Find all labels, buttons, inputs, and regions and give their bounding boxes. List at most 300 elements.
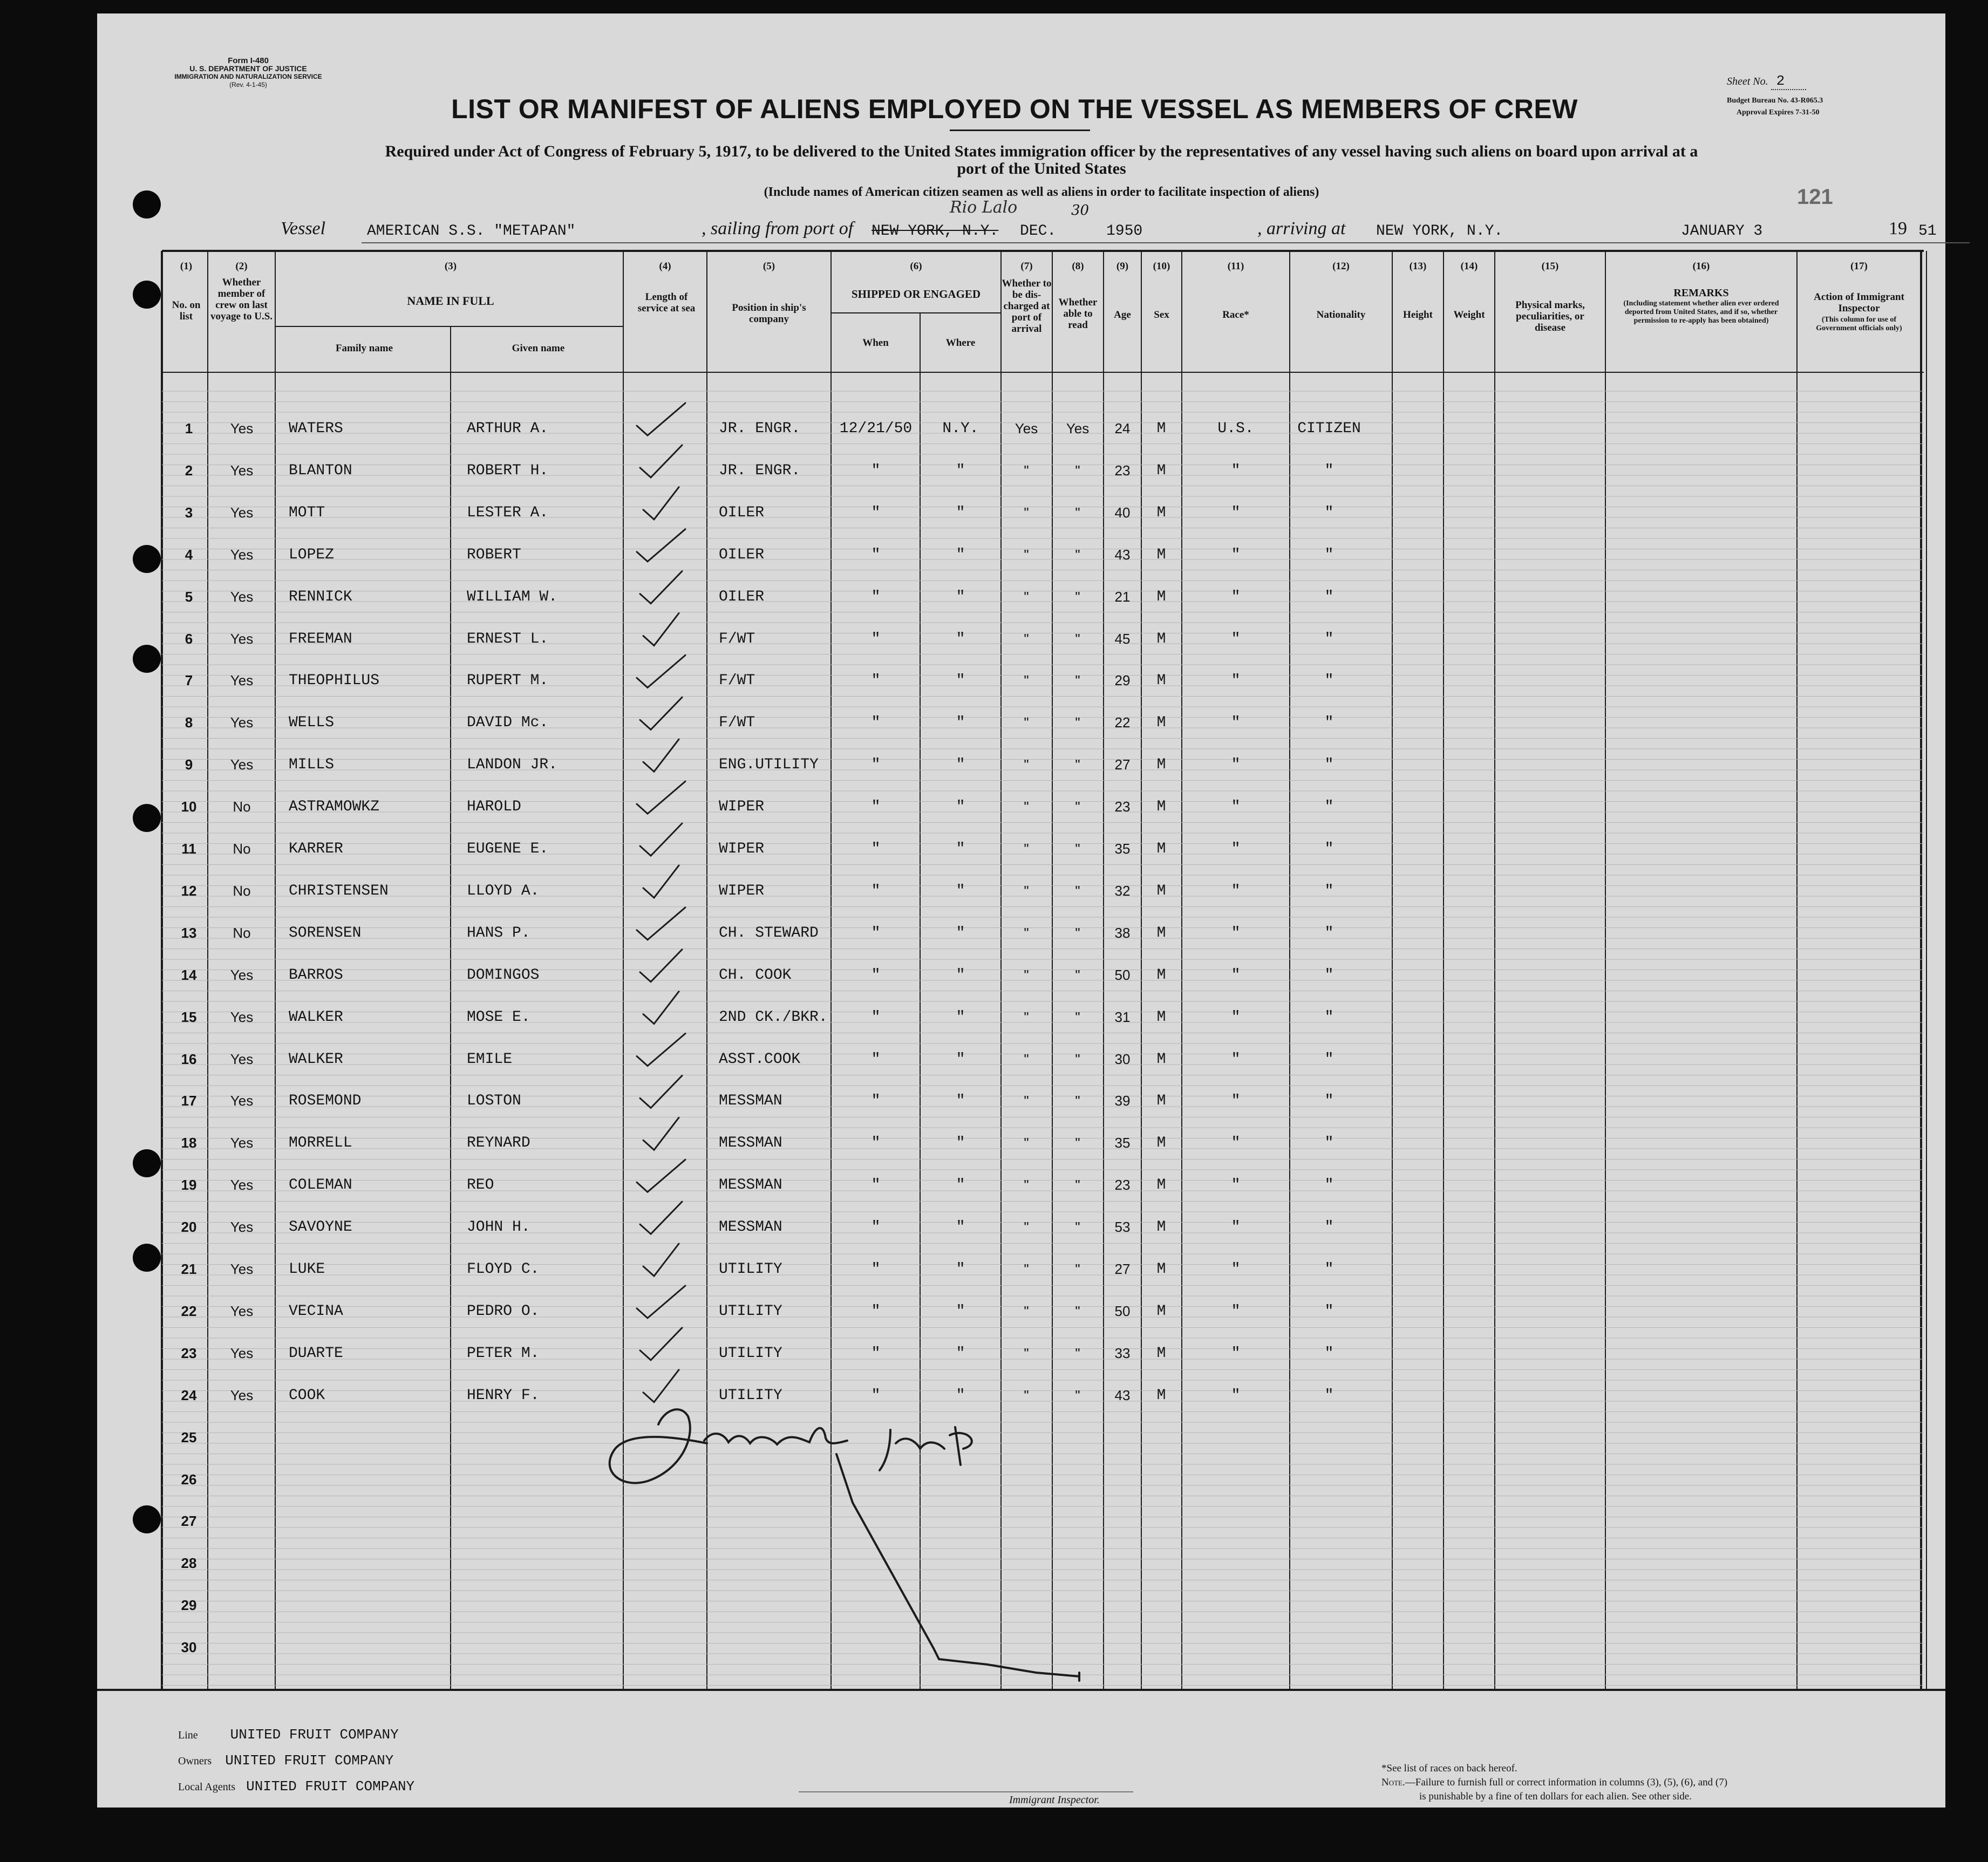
signature-drawing: [610, 1409, 1079, 1681]
sex: M: [1156, 966, 1166, 984]
nationality: ": [1324, 966, 1334, 984]
discharged: ": [1024, 1051, 1029, 1067]
last-voyage: Yes: [230, 504, 254, 521]
family-name: MOTT: [289, 504, 325, 521]
race: ": [1231, 504, 1241, 521]
nationality: ": [1324, 1008, 1334, 1026]
shipped-where: ": [956, 1387, 965, 1404]
age: 23: [1114, 1177, 1131, 1193]
given-name: LOSTON: [467, 1093, 521, 1110]
given-name: EMILE: [467, 1051, 513, 1068]
sailing-port-handwritten: Rio Lalo: [950, 198, 1018, 217]
check-mark: [643, 1117, 679, 1150]
last-voyage: Yes: [230, 672, 254, 689]
nationality: ": [1324, 588, 1334, 605]
discharged: ": [1024, 546, 1029, 563]
discharged: ": [1024, 1177, 1029, 1193]
race: ": [1231, 966, 1241, 984]
last-voyage: Yes: [230, 1345, 254, 1361]
shipped-when: ": [871, 799, 881, 816]
col-14-num: (14): [1460, 261, 1478, 272]
discharged: ": [1024, 1345, 1029, 1361]
race: U.S.: [1217, 420, 1254, 437]
row-number: 17: [181, 1093, 197, 1109]
last-voyage: Yes: [230, 420, 254, 436]
age: 50: [1114, 966, 1131, 983]
shipped-where: ": [956, 588, 965, 605]
col-6-where: Where: [945, 337, 976, 349]
family-name: SORENSEN: [289, 924, 362, 942]
able-to-read: ": [1075, 1219, 1080, 1236]
family-name: BARROS: [289, 966, 343, 984]
last-voyage: Yes: [230, 1387, 254, 1403]
given-name: HENRY F.: [467, 1387, 540, 1404]
punch-hole: [133, 281, 161, 309]
row-number: 8: [185, 714, 193, 731]
family-name: BLANTON: [289, 462, 352, 479]
check-mark: [643, 992, 679, 1024]
row-number: 3: [185, 504, 193, 521]
check-mark: [643, 613, 679, 646]
shipped-where: ": [956, 1219, 965, 1236]
age: 30: [1114, 1051, 1131, 1067]
shipped-when: ": [871, 756, 881, 774]
given-name: REYNARD: [467, 1135, 530, 1152]
age: 23: [1114, 462, 1131, 479]
age: 50: [1114, 1302, 1131, 1319]
shipped-when: ": [871, 1219, 881, 1236]
col-16-num: (16): [1692, 261, 1710, 272]
subtitle-note: (Include names of American citizen seamen as well as aliens in order to facilitate inspection of aliens): [764, 185, 1319, 199]
check-mark: [640, 571, 682, 604]
able-to-read: ": [1075, 714, 1080, 731]
shipped-where: ": [956, 714, 965, 732]
vessel-name: AMERICAN S.S. "METAPAN": [367, 223, 576, 240]
col-17-sub: (This column for use of Government officials only): [1816, 316, 1902, 332]
check-mark: [640, 1075, 682, 1108]
position: OILER: [719, 546, 765, 563]
position: MESSMAN: [719, 1219, 782, 1236]
family-name: LOPEZ: [289, 546, 335, 563]
col-4-num: (4): [659, 261, 671, 272]
race: ": [1231, 799, 1241, 816]
last-voyage: No: [233, 841, 251, 857]
agents-label: Local Agents: [178, 1781, 236, 1793]
discharged: ": [1024, 1135, 1029, 1151]
discharged: ": [1024, 630, 1029, 647]
discharged: ": [1024, 799, 1029, 815]
age: 53: [1114, 1219, 1131, 1236]
shipped-when: ": [871, 1261, 881, 1278]
given-name: RUPERT M.: [467, 672, 549, 690]
position: ENG.UTILITY: [719, 756, 819, 774]
discharged: ": [1024, 462, 1029, 479]
given-name: LANDON JR.: [467, 756, 558, 774]
given-name: DOMINGOS: [467, 966, 540, 984]
discharged: ": [1024, 1261, 1029, 1277]
shipped-where: ": [956, 1261, 965, 1278]
row-number: 29: [181, 1597, 197, 1614]
nationality: ": [1324, 1135, 1334, 1152]
family-name: CHRISTENSEN: [289, 882, 389, 899]
able-to-read: ": [1075, 1177, 1080, 1193]
row-number: 1: [185, 420, 193, 436]
row-number: 18: [181, 1135, 197, 1151]
family-name: RENNICK: [289, 588, 352, 605]
row-number: 20: [181, 1219, 197, 1236]
last-voyage: Yes: [230, 1008, 254, 1025]
nationality: ": [1324, 1177, 1334, 1194]
col-3-given: Given name: [512, 343, 565, 354]
shipped-when: ": [871, 1093, 881, 1110]
able-to-read: ": [1075, 1302, 1080, 1319]
punch-hole: [133, 190, 161, 219]
col-11-label: Race*: [1222, 309, 1249, 320]
age: 40: [1114, 504, 1131, 521]
sex: M: [1156, 1261, 1166, 1278]
check-mark: [637, 1034, 685, 1066]
position: UTILITY: [719, 1261, 782, 1278]
last-voyage: Yes: [230, 546, 254, 563]
position: OILER: [719, 588, 765, 605]
position: MESSMAN: [719, 1177, 782, 1194]
last-voyage: Yes: [230, 1261, 254, 1277]
discharged: ": [1024, 924, 1029, 941]
able-to-read: ": [1075, 841, 1080, 857]
shipped-when: ": [871, 714, 881, 732]
row-number: 2: [185, 462, 193, 479]
check-mark: [637, 655, 685, 687]
age: 27: [1114, 1261, 1131, 1277]
nationality: ": [1324, 882, 1334, 899]
row-number: 16: [181, 1051, 197, 1067]
nationality: ": [1324, 714, 1334, 732]
age: 23: [1114, 799, 1131, 815]
row-number: 5: [185, 588, 193, 605]
discharged: ": [1024, 1093, 1029, 1109]
given-name: DAVID Mc.: [467, 714, 549, 732]
shipped-when: ": [871, 924, 881, 942]
able-to-read: ": [1075, 672, 1080, 689]
race: ": [1231, 924, 1241, 942]
age: 24: [1114, 420, 1131, 436]
row-number: 23: [181, 1345, 197, 1361]
line-value: UNITED FRUIT COMPANY: [230, 1727, 399, 1743]
discharged: ": [1024, 1302, 1029, 1319]
sex: M: [1156, 672, 1166, 690]
owners-value: UNITED FRUIT COMPANY: [225, 1752, 394, 1769]
sheet-label: Sheet No.: [1727, 76, 1768, 87]
able-to-read: ": [1075, 546, 1080, 563]
subtitle-line-1: Required under Act of Congress of February 5, 1917, to be delivered to the United States immigration officer by the representatives of any vessel having such aliens on board upon arrival at a: [385, 142, 1698, 160]
shipped-where: ": [956, 504, 965, 521]
discharged: ": [1024, 882, 1029, 899]
family-name: ROSEMOND: [289, 1093, 362, 1110]
shipped-where: ": [956, 966, 965, 984]
check-mark: [637, 781, 685, 814]
last-voyage: Yes: [230, 756, 254, 773]
col-10-label: Sex: [1154, 309, 1169, 320]
row-number: 22: [181, 1302, 197, 1319]
shipped-where: ": [956, 1177, 965, 1194]
shipped-where: ": [956, 630, 965, 647]
position: CH. STEWARD: [719, 924, 819, 942]
discharged: ": [1024, 588, 1029, 605]
position: 2ND CK./BKR.: [719, 1008, 828, 1026]
col-1-num: (1): [180, 261, 193, 272]
discharged: ": [1024, 841, 1029, 857]
shipped-where: ": [956, 672, 965, 690]
shipped-where: ": [956, 1345, 965, 1362]
family-name: KARRER: [289, 841, 343, 857]
race: ": [1231, 1219, 1241, 1236]
note-label: Note.: [1381, 1777, 1405, 1788]
last-voyage: Yes: [230, 714, 254, 731]
last-voyage: Yes: [230, 1093, 254, 1109]
able-to-read: ": [1075, 756, 1080, 773]
discharged: ": [1024, 1008, 1029, 1025]
sex: M: [1156, 420, 1166, 437]
given-name: ERNEST L.: [467, 630, 549, 647]
col-15-label: Physical marks, peculiarities, or disease: [1515, 299, 1585, 333]
line-label: Line: [178, 1729, 198, 1741]
position: WIPER: [719, 882, 765, 899]
col-6-label: SHIPPED OR ENGAGED: [851, 288, 981, 301]
discharged: Yes: [1015, 420, 1038, 436]
family-name: COLEMAN: [289, 1177, 352, 1194]
shipped-where: ": [956, 1051, 965, 1068]
discharged: ": [1024, 672, 1029, 689]
shipped-when: ": [871, 966, 881, 984]
nationality: ": [1324, 1051, 1334, 1068]
age: 27: [1114, 756, 1131, 773]
nationality: ": [1324, 462, 1334, 479]
shipped-where: ": [956, 1008, 965, 1026]
shipped-where: ": [956, 841, 965, 857]
footer-notes: [1381, 1762, 1921, 1804]
sex: M: [1156, 714, 1166, 732]
given-name: LESTER A.: [467, 504, 549, 521]
family-name: WELLS: [289, 714, 335, 732]
discharged: ": [1024, 1219, 1029, 1236]
race: ": [1231, 462, 1241, 479]
sex: M: [1156, 799, 1166, 816]
col-2-num: (2): [235, 261, 248, 272]
row-number: 10: [181, 799, 197, 815]
last-voyage: Yes: [230, 1219, 254, 1236]
sex: M: [1156, 1387, 1166, 1404]
given-name: FLOYD C.: [467, 1261, 540, 1278]
col-13-num: (13): [1409, 261, 1427, 272]
nationality: ": [1324, 672, 1334, 690]
nationality: ": [1324, 841, 1334, 857]
agents-value: UNITED FRUIT COMPANY: [246, 1778, 415, 1795]
shipped-when: ": [871, 504, 881, 521]
approval-expires: Approval Expires 7-31-50: [1737, 108, 1820, 117]
sex: M: [1156, 756, 1166, 774]
position: F/WT: [719, 672, 755, 690]
nationality: ": [1324, 630, 1334, 647]
shipped-when: ": [871, 672, 881, 690]
nationality: ": [1324, 799, 1334, 816]
sex: M: [1156, 1135, 1166, 1152]
row-number: 28: [181, 1555, 197, 1572]
inspector-signature: [691, 1416, 921, 1449]
given-name: ROBERT: [467, 546, 521, 563]
shipped-when: ": [871, 1051, 881, 1068]
shipped-when: ": [871, 1302, 881, 1320]
sex: M: [1156, 1177, 1166, 1194]
punch-hole: [133, 804, 161, 832]
last-voyage: No: [233, 882, 251, 899]
sex: M: [1156, 588, 1166, 605]
given-name: EUGENE E.: [467, 841, 549, 857]
given-name: JOHN H.: [467, 1219, 530, 1236]
sailing-port-struck: NEW YORK, N.Y.: [872, 223, 999, 240]
position: JR. ENGR.: [719, 462, 801, 479]
immigrant-inspector-label: Immigrant Inspector.: [1009, 1794, 1100, 1806]
able-to-read: ": [1075, 1261, 1080, 1277]
last-voyage: Yes: [230, 1177, 254, 1193]
sex: M: [1156, 1051, 1166, 1068]
col-6-num: (6): [910, 261, 922, 272]
race: ": [1231, 1051, 1241, 1068]
arriving-label: , arriving at: [1257, 219, 1346, 238]
punch-hole: [133, 1244, 161, 1272]
shipped-when: ": [871, 630, 881, 647]
row-number: 6: [185, 630, 193, 647]
age: 43: [1114, 546, 1131, 563]
shipped-when: ": [871, 588, 881, 605]
position: MESSMAN: [719, 1093, 782, 1110]
col-8-num: (8): [1072, 261, 1084, 272]
punch-hole: [133, 1505, 161, 1533]
family-name: SAVOYNE: [289, 1219, 352, 1236]
race: ": [1231, 1302, 1241, 1320]
position: JR. ENGR.: [719, 420, 801, 437]
subtitle-line-2: port of the United States: [957, 160, 1126, 178]
check-mark: [643, 1244, 679, 1276]
position: ASST.COOK: [719, 1051, 801, 1068]
row-number: 24: [181, 1387, 197, 1403]
form-service: IMMIGRATION AND NATURALIZATION SERVICE: [174, 73, 322, 80]
check-mark: [643, 865, 679, 898]
given-name: ROBERT H.: [467, 462, 549, 479]
col-5-label: Position in ship's company: [732, 302, 806, 325]
discharged: ": [1024, 504, 1029, 521]
given-name: ARTHUR A.: [467, 420, 549, 437]
sailing-day-handwritten: 30: [1071, 202, 1090, 219]
col-17-num: (17): [1850, 261, 1868, 272]
col-15-num: (15): [1541, 261, 1559, 272]
able-to-read: ": [1075, 1008, 1080, 1025]
race: ": [1231, 1387, 1241, 1404]
discharged: ": [1024, 756, 1029, 773]
col-16-label: REMARKS: [1673, 287, 1729, 299]
able-to-read: ": [1075, 462, 1080, 479]
age: 31: [1114, 1008, 1131, 1025]
sailing-month: DEC.: [1020, 223, 1057, 240]
nationality: ": [1324, 1093, 1334, 1110]
check-mark: [640, 445, 682, 478]
shipped-where: ": [956, 1135, 965, 1152]
col-11-num: (11): [1227, 261, 1244, 272]
check-mark: [640, 823, 682, 856]
able-to-read: ": [1075, 1345, 1080, 1361]
handwritten-marks: [97, 13, 1945, 1808]
shipped-where: ": [956, 924, 965, 942]
family-name: WALKER: [289, 1051, 343, 1068]
last-voyage: Yes: [230, 630, 254, 647]
able-to-read: ": [1075, 1093, 1080, 1109]
check-mark: [643, 739, 679, 772]
col-3-num: (3): [444, 261, 457, 272]
last-voyage: No: [233, 924, 251, 941]
nationality: ": [1324, 1302, 1334, 1320]
year-prefix: 19: [1889, 219, 1907, 238]
able-to-read: ": [1075, 966, 1080, 983]
able-to-read: ": [1075, 630, 1080, 647]
punch-hole: [133, 545, 161, 573]
able-to-read: ": [1075, 1135, 1080, 1151]
age: 35: [1114, 1135, 1131, 1151]
col-10-num: (10): [1153, 261, 1170, 272]
last-voyage: Yes: [230, 462, 254, 479]
row-number: 19: [181, 1177, 197, 1193]
race: ": [1231, 588, 1241, 605]
col-2-label: Whether member of crew on last voyage to U.S.: [210, 277, 273, 322]
shipped-when: ": [871, 1387, 881, 1404]
last-voyage: Yes: [230, 1051, 254, 1067]
col-8-label: Whether able to read: [1058, 297, 1098, 331]
race: ": [1231, 714, 1241, 732]
row-number: 30: [181, 1639, 197, 1656]
punch-hole: [133, 1149, 161, 1177]
footer-rule: [97, 1689, 1945, 1691]
check-mark: [640, 1328, 682, 1360]
position: WIPER: [719, 841, 765, 857]
form-department: U. S. DEPARTMENT OF JUSTICE: [189, 64, 307, 73]
stamp-number: 121: [1797, 185, 1833, 209]
col-5-num: (5): [762, 261, 775, 272]
check-mark: [637, 1286, 685, 1318]
note-text-2: is punishable by a fine of ten dollars for each alien. See other side.: [1419, 1791, 1692, 1802]
family-name: DUARTE: [289, 1345, 343, 1362]
race: ": [1231, 546, 1241, 563]
row-number: 14: [181, 966, 197, 983]
arrival-date: JANUARY 3: [1681, 223, 1763, 240]
row-number: 11: [181, 841, 196, 857]
sheet-number: 2: [1771, 73, 1807, 90]
able-to-read: ": [1075, 1387, 1080, 1403]
check-mark: [640, 1202, 682, 1234]
able-to-read: Yes: [1066, 420, 1090, 436]
race: ": [1231, 672, 1241, 690]
given-name: PETER M.: [467, 1345, 540, 1362]
arrival-year: 51: [1918, 223, 1937, 240]
nationality: ": [1324, 1219, 1334, 1236]
col-7-num: (7): [1020, 261, 1033, 272]
race: ": [1231, 630, 1241, 647]
sex: M: [1156, 841, 1166, 857]
age: 32: [1114, 882, 1131, 899]
nationality: ": [1324, 756, 1334, 774]
nationality: ": [1324, 1387, 1334, 1404]
position: WIPER: [719, 799, 765, 816]
inspector-signature-line: [799, 1791, 1133, 1792]
manifest-sheet: [97, 13, 1945, 1808]
punch-hole: [133, 645, 161, 673]
